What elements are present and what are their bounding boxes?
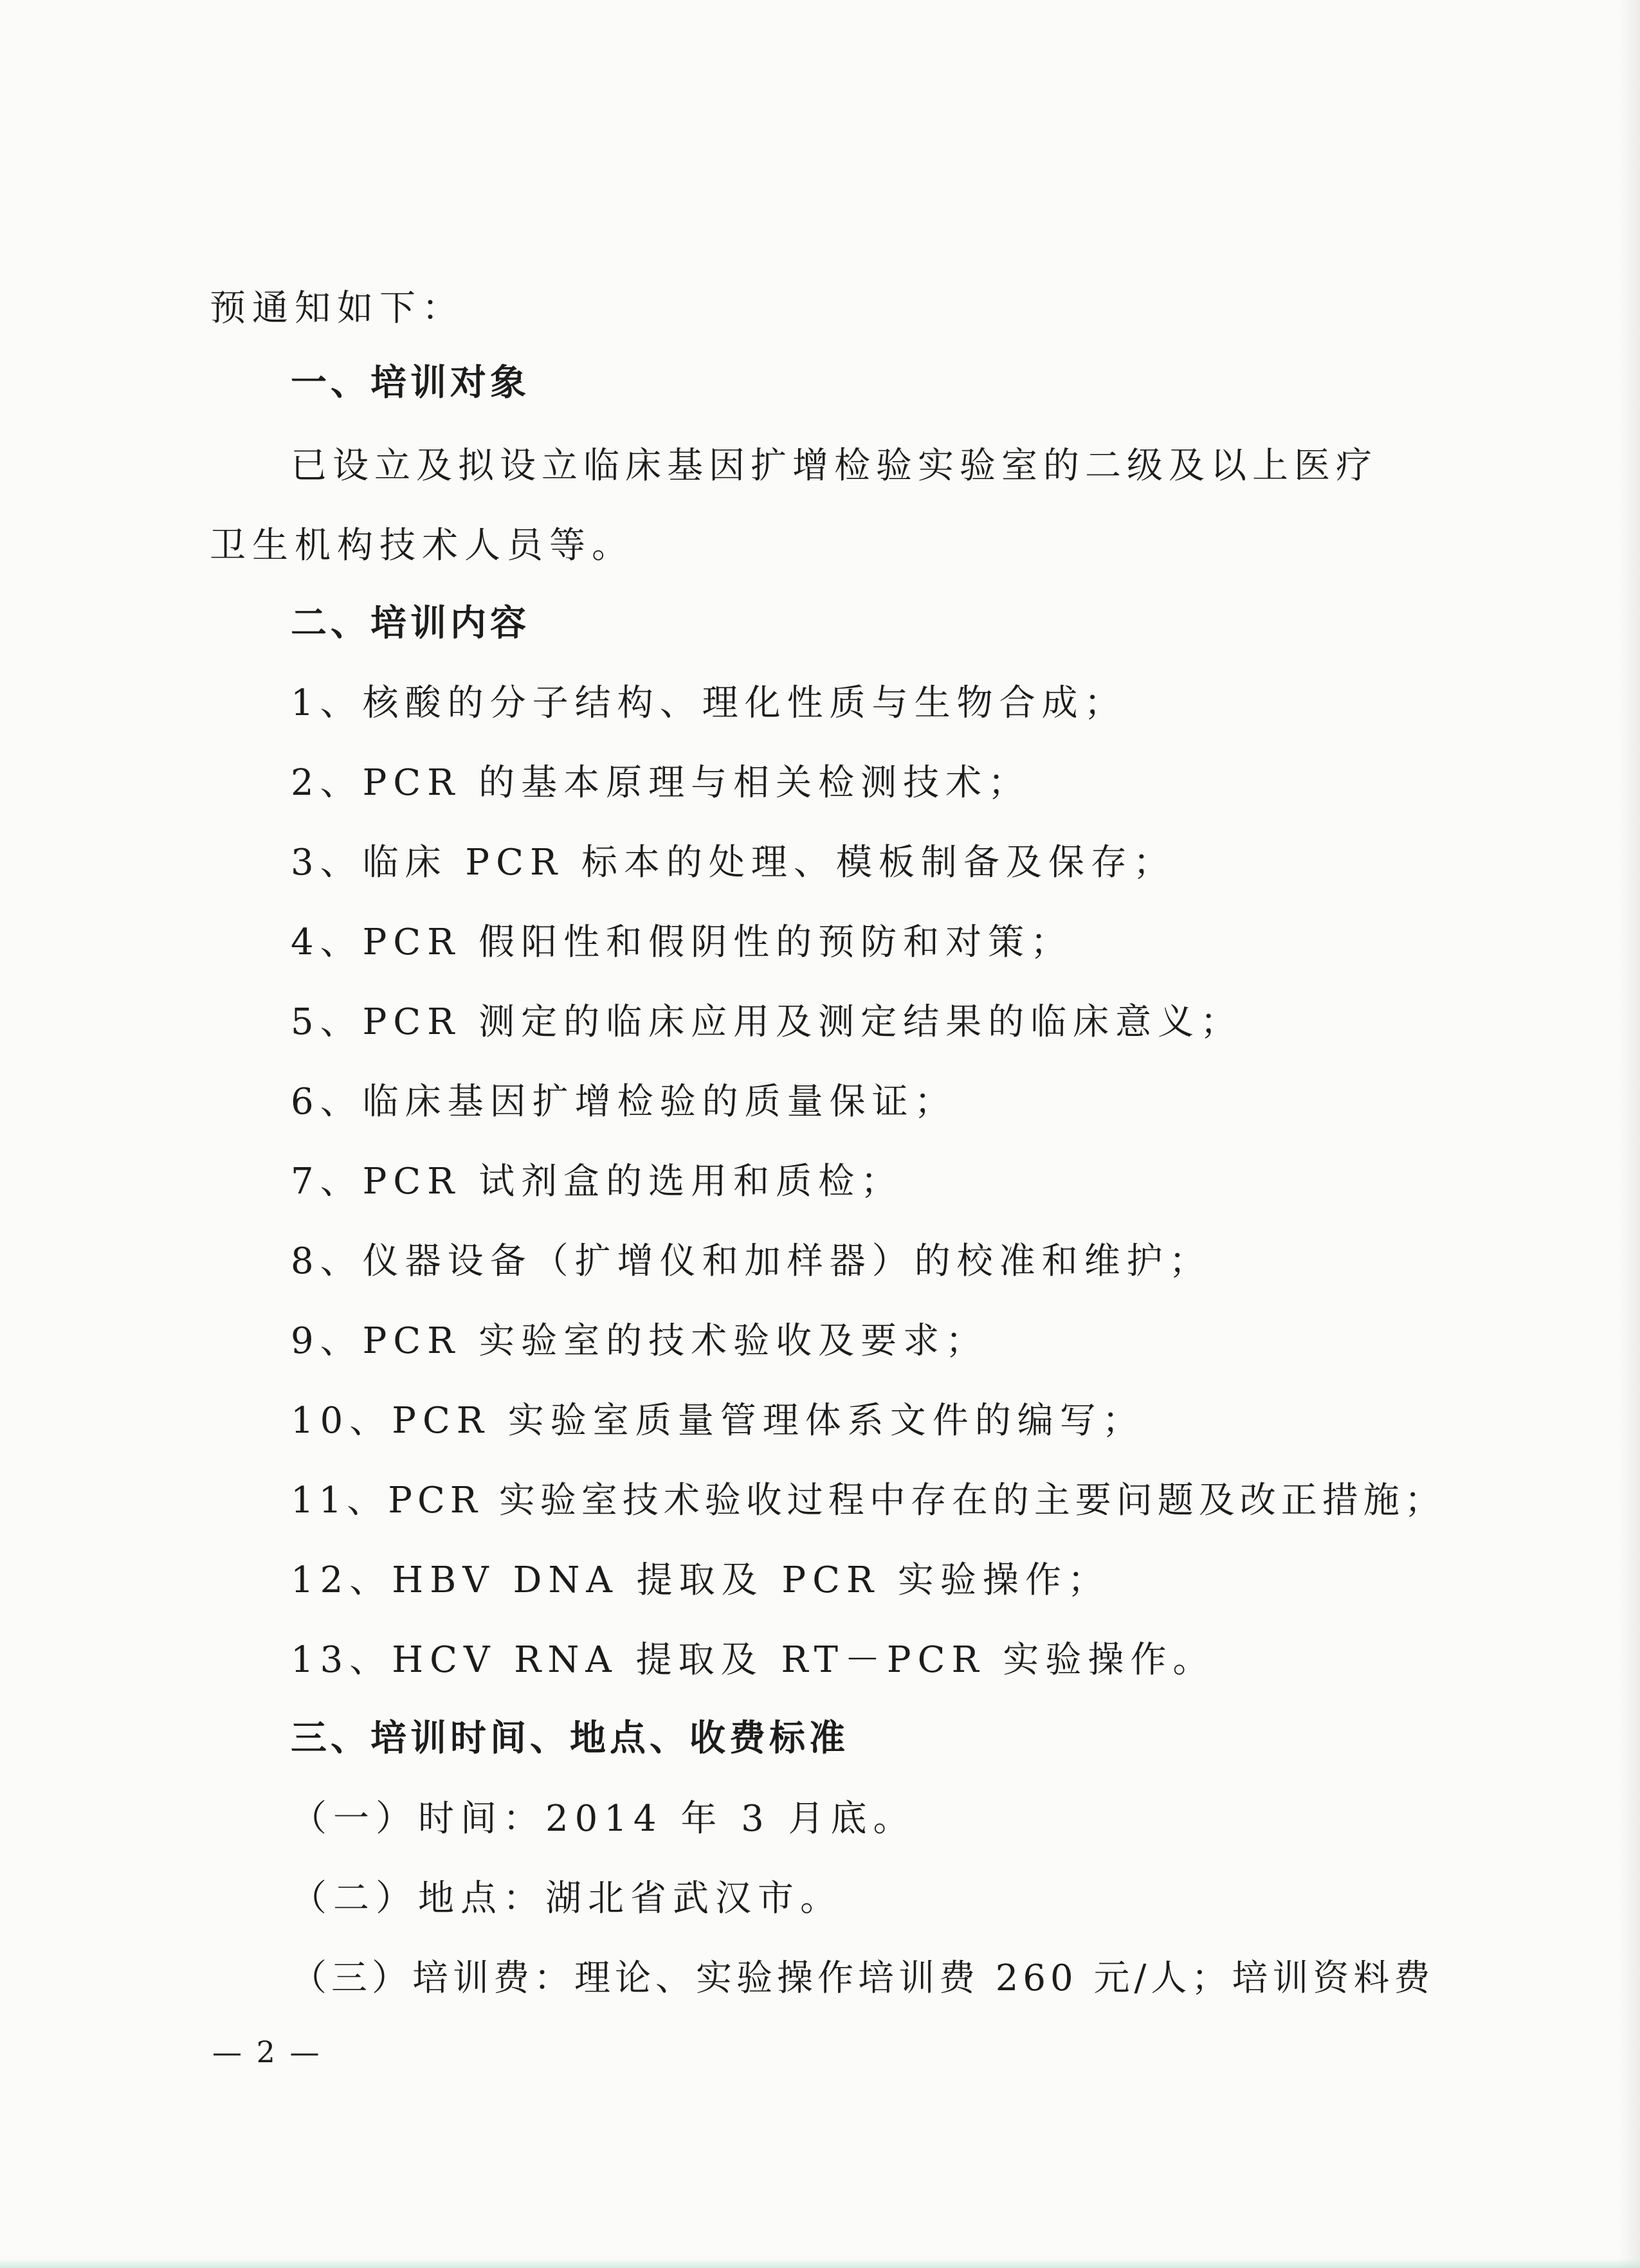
content-item-11: 11、PCR 实验室技术验收过程中存在的主要问题及改正措施； [291,1480,1446,1521]
section3-heading: 三、培训时间、地点、收费标准 [291,1718,849,1759]
section1-body-line2: 卫生机构技术人员等。 [210,525,634,567]
training-fee: （三）培训费：理论、实验操作培训费 260 元/人；培训资料费 [291,1957,1435,1999]
content-item-4: 4、PCR 假阳性和假阴性的预防和对策； [291,921,1073,963]
section1-body-line1: 已设立及拟设立临床基因扩增检验实验室的二级及以上医疗 [291,445,1378,487]
content-item-7: 7、PCR 试剂盒的选用和质检； [291,1161,904,1202]
training-place: （二）地点：湖北省武汉市。 [291,1878,843,1919]
section1-heading: 一、培训对象 [291,362,530,404]
content-item-12: 12、HBV DNA 提取及 PCR 实验操作； [291,1559,1110,1601]
content-item-2: 2、PCR 的基本原理与相关检测技术； [291,762,1031,804]
content-item-1: 1、核酸的分子结构、理化性质与生物合成； [291,682,1127,724]
content-item-10: 10、PCR 实验室质量管理体系文件的编写； [291,1400,1145,1442]
training-time: （一）时间：2014 年 3 月底。 [291,1798,916,1840]
content-item-9: 9、PCR 实验室的技术验收及要求； [291,1320,989,1362]
scan-bottom-band [0,2259,1640,2268]
content-item-8: 8、仪器设备（扩增仪和加样器）的校准和维护； [291,1240,1212,1282]
content-item-6: 6、临床基因扩增检验的质量保证； [291,1081,957,1123]
page-number: — 2 — [212,2035,322,2069]
section2-heading: 二、培训内容 [291,603,530,644]
content-item-13: 13、HCV RNA 提取及 RT－PCR 实验操作。 [291,1639,1216,1681]
scan-edge-shadow [1618,0,1640,2268]
intro-tail: 预通知如下： [210,287,464,329]
content-item-5: 5、PCR 测定的临床应用及测定结果的临床意义； [291,1001,1243,1043]
content-item-3: 3、临床 PCR 标本的处理、模板制备及保存； [291,842,1176,884]
